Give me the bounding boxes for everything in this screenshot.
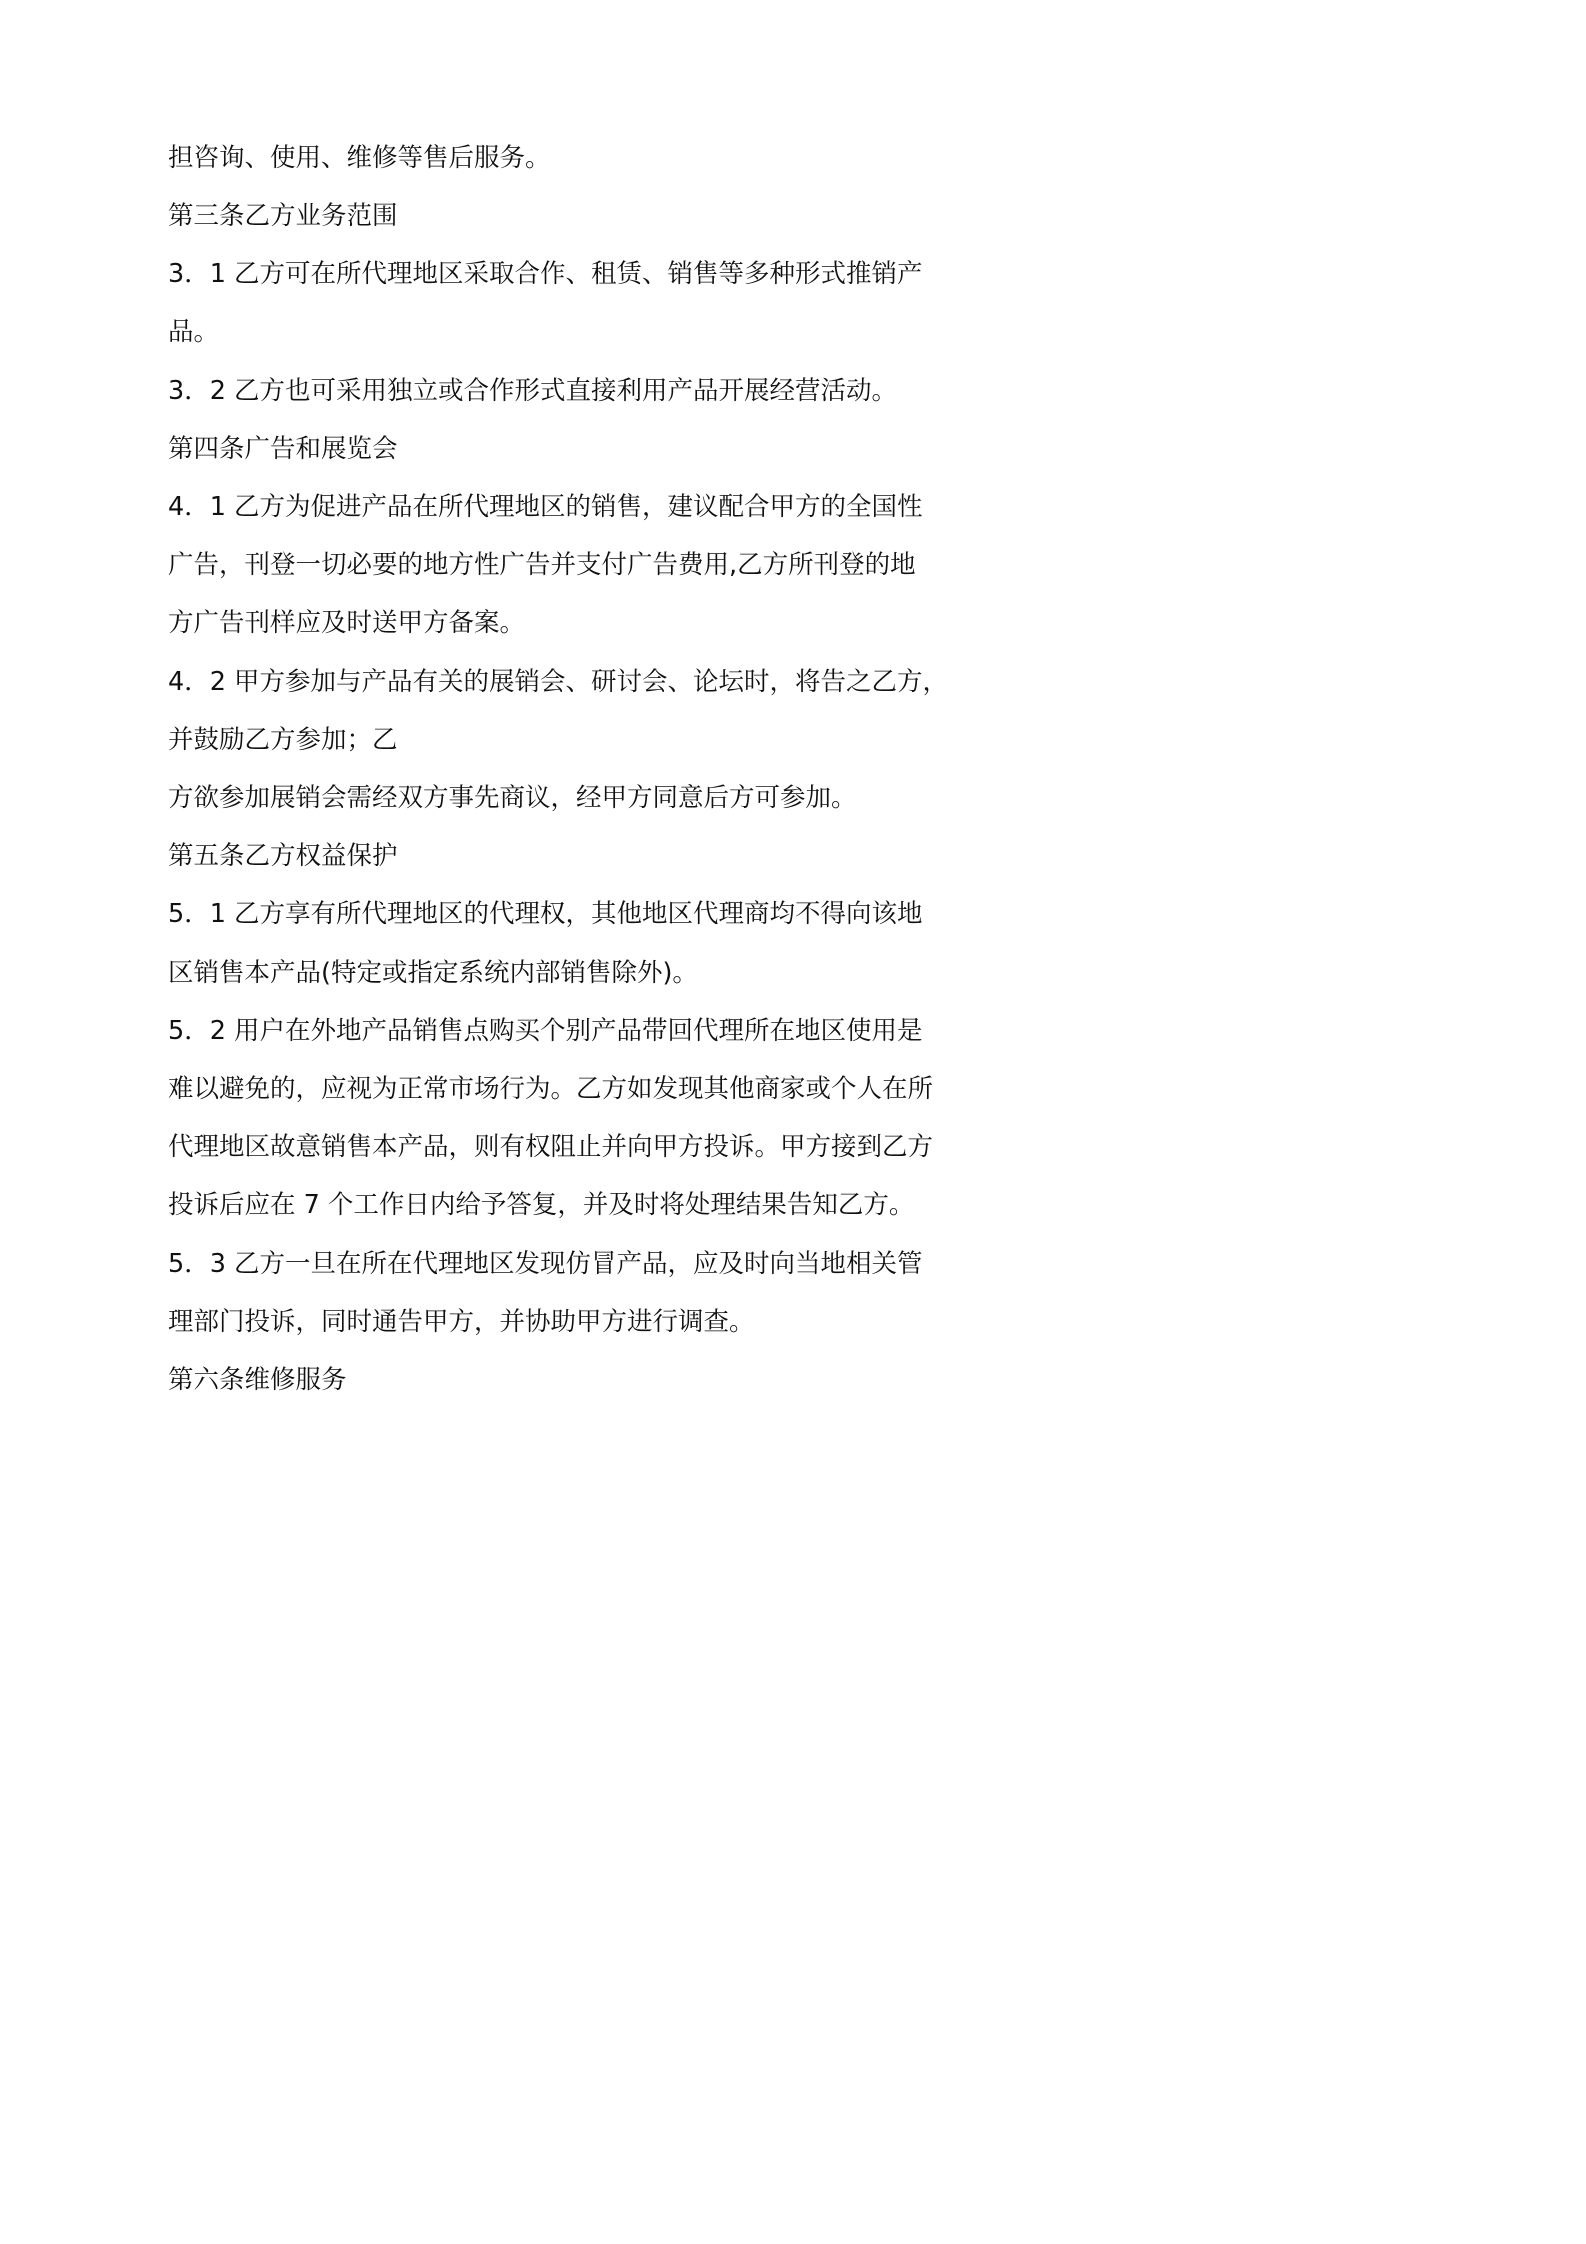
text-line: 理部门投诉，同时通告甲方，并协助甲方进行调查。 [168, 1307, 755, 1337]
section-heading: 第四条广告和展览会 [168, 434, 398, 464]
text-line: 担咨询、使用、维修等售后服务。 [168, 143, 551, 173]
text-line: 3．2 乙方也可采用独立或合作形式直接利用产品开展经营活动。 [168, 376, 898, 406]
text-line: 4．1 乙方为促进产品在所代理地区的销售，建议配合甲方的全国性 [168, 492, 923, 522]
text-line: 方欲参加展销会需经双方事先商议，经甲方同意后方可参加。 [168, 783, 857, 813]
text-line: 5．2 用户在外地产品销售点购买个别产品带回代理所在地区使用是 [168, 1016, 923, 1046]
text-line: 并鼓励乙方参加；乙 [168, 725, 398, 755]
text-line: 难以避免的，应视为正常市场行为。乙方如发现其他商家或个人在所 [168, 1074, 934, 1104]
text-line: 5．3 乙方一旦在所在代理地区发现仿冒产品，应及时向当地相关管 [168, 1249, 923, 1279]
document-page [0, 0, 1100, 1554]
section-heading: 第六条维修服务 [168, 1365, 347, 1395]
section-heading: 第三条乙方业务范围 [168, 201, 398, 231]
text-line: 品。 [168, 317, 220, 347]
text-line: 广告，刊登一切必要的地方性广告并支付广告费用,乙方所刊登的地 [168, 550, 916, 580]
text-line: 投诉后应在 7 个工作日内给予答复，并及时将处理结果告知乙方。 [168, 1190, 915, 1220]
text-line: 4．2 甲方参加与产品有关的展销会、研讨会、论坛时，将告之乙方， [168, 667, 949, 697]
section-heading: 第五条乙方权益保护 [168, 841, 398, 871]
text-line: 区销售本产品(特定或指定系统内部销售除外)。 [168, 958, 698, 988]
text-line: 方广告刊样应及时送甲方备案。 [168, 608, 526, 638]
text-line: 代理地区故意销售本产品，则有权阻止并向甲方投诉。甲方接到乙方 [168, 1132, 934, 1162]
text-line: 3．1 乙方可在所代理地区采取合作、租赁、销售等多种形式推销产 [168, 259, 923, 289]
text-line: 5．1 乙方享有所代理地区的代理权，其他地区代理商均不得向该地 [168, 899, 923, 929]
